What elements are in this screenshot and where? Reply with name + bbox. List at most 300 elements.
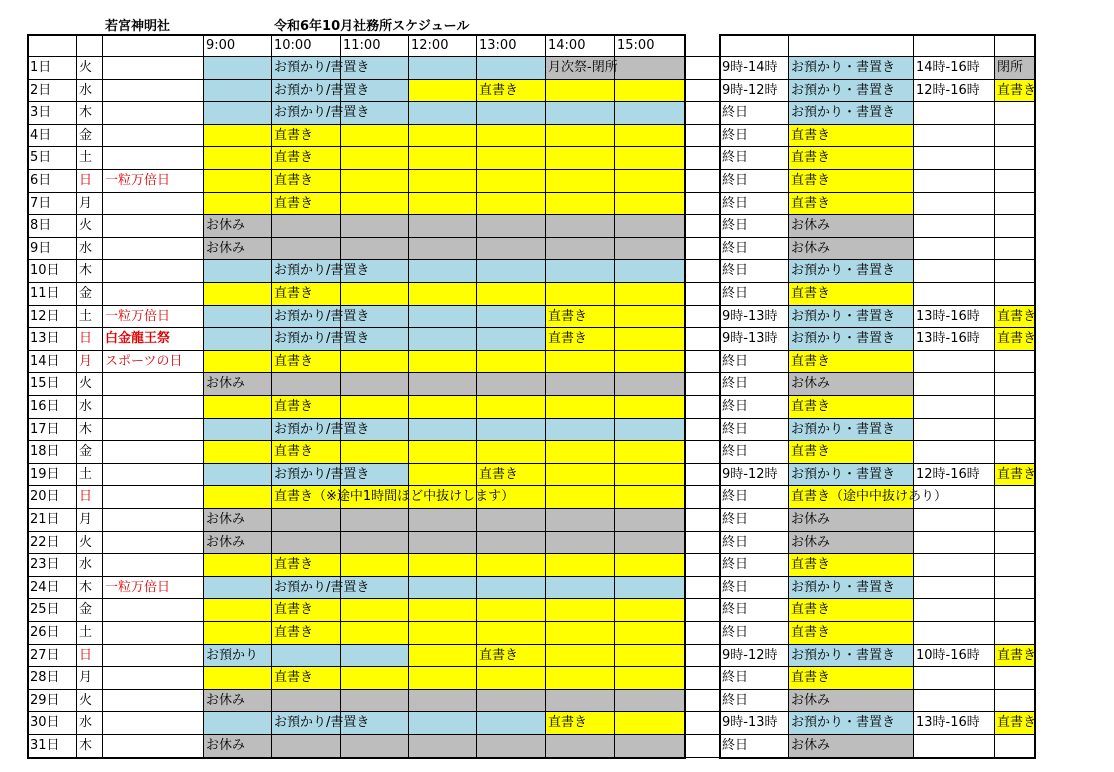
time-slot xyxy=(409,509,477,532)
time-slot xyxy=(477,577,546,600)
time-slot xyxy=(615,170,685,193)
weekday-cell: 月 xyxy=(77,667,103,690)
time-slot xyxy=(409,554,477,577)
time-slot xyxy=(615,554,685,577)
time-slot xyxy=(341,215,409,238)
slot-label: 直書き xyxy=(274,557,314,573)
summary-status-2: 直書き xyxy=(995,80,1035,103)
time-slot xyxy=(341,373,409,396)
time-slot xyxy=(477,599,546,622)
weekday-cell: 金 xyxy=(77,125,103,148)
time-slot xyxy=(546,441,615,464)
time-slot xyxy=(615,599,685,622)
weekday-cell: 日 xyxy=(77,645,103,668)
summary-status-1: お休み xyxy=(789,238,914,261)
time-slot xyxy=(615,486,685,509)
time-slot xyxy=(546,599,615,622)
event-cell xyxy=(103,102,204,125)
time-header: 12:00 xyxy=(409,35,477,57)
time-slot xyxy=(546,532,615,555)
event-cell xyxy=(103,464,204,487)
spacer-cell xyxy=(685,80,720,103)
summary-time-1: 終日 xyxy=(720,396,789,419)
time-slot xyxy=(477,215,546,238)
time-slot xyxy=(204,193,272,216)
time-slot xyxy=(477,170,546,193)
time-slot xyxy=(615,57,685,80)
summary-time-1: 終日 xyxy=(720,102,789,125)
weekday-cell: 月 xyxy=(77,351,103,374)
time-slot xyxy=(477,532,546,555)
slot-label: 直書き xyxy=(548,331,588,347)
time-slot xyxy=(477,735,546,758)
summary-status-1: お休み xyxy=(789,532,914,555)
spacer-cell xyxy=(685,486,720,509)
summary-status-1: 直書き xyxy=(789,396,914,419)
summary-status-2 xyxy=(995,396,1035,419)
spacer-cell xyxy=(685,554,720,577)
weekday-cell: 日 xyxy=(77,170,103,193)
spacer-cell xyxy=(685,622,720,645)
weekday-cell: 日 xyxy=(77,486,103,509)
summary-status-2 xyxy=(995,283,1035,306)
slot-label: お預かり/書置き xyxy=(274,331,370,347)
summary-status-1: お預かり・書置き xyxy=(789,57,914,80)
time-slot xyxy=(409,532,477,555)
summary-time-2: 13時-16時 xyxy=(914,712,995,735)
summary-time-1: 終日 xyxy=(720,170,789,193)
time-slot xyxy=(546,667,615,690)
slot-label: お休み xyxy=(206,512,246,527)
time-slot xyxy=(477,306,546,329)
summary-time-2 xyxy=(914,599,995,622)
weekday-cell: 木 xyxy=(77,419,103,442)
time-slot xyxy=(615,215,685,238)
weekday-cell: 火 xyxy=(77,690,103,713)
event-cell xyxy=(103,238,204,261)
time-slot xyxy=(546,419,615,442)
summary-status-1: お預かり・書置き xyxy=(789,306,914,329)
spacer-cell xyxy=(685,238,720,261)
summary-status-2 xyxy=(995,667,1035,690)
slot-label: 直書き xyxy=(274,195,314,211)
summary-time-1: 終日 xyxy=(720,351,789,374)
summary-time-1: 9時-12時 xyxy=(720,464,789,487)
time-slot xyxy=(204,102,272,125)
time-slot xyxy=(409,57,477,80)
day-cell: 20日 xyxy=(28,486,77,509)
spacer-cell xyxy=(685,735,720,758)
summary-time-1: 終日 xyxy=(720,283,789,306)
time-slot xyxy=(546,373,615,396)
summary-status-2: 直書き xyxy=(995,645,1035,668)
time-slot xyxy=(409,102,477,125)
day-cell: 24日 xyxy=(28,577,77,600)
time-slot xyxy=(204,486,272,509)
event-cell xyxy=(103,554,204,577)
summary-status-1: お休み xyxy=(789,735,914,758)
time-header: 15:00 xyxy=(615,35,685,57)
slot-label: お預かり/書置き xyxy=(274,105,370,121)
time-slot xyxy=(341,441,409,464)
event-cell xyxy=(103,486,204,509)
header-cell xyxy=(685,35,720,57)
summary-time-1: 終日 xyxy=(720,193,789,216)
summary-time-2: 14時-16時 xyxy=(914,57,995,80)
summary-time-2 xyxy=(914,509,995,532)
time-slot xyxy=(615,645,685,668)
time-slot xyxy=(615,351,685,374)
time-slot xyxy=(409,667,477,690)
header-cell xyxy=(789,35,914,57)
weekday-cell: 木 xyxy=(77,102,103,125)
time-slot xyxy=(204,712,272,735)
slot-label: 直書き xyxy=(274,286,314,301)
time-slot xyxy=(615,532,685,555)
summary-status-1: 直書き xyxy=(789,554,914,577)
time-slot xyxy=(204,328,272,351)
time-slot xyxy=(615,622,685,645)
time-slot xyxy=(477,283,546,306)
time-slot xyxy=(272,645,341,668)
summary-status-2 xyxy=(995,147,1035,170)
time-slot xyxy=(546,125,615,148)
day-cell: 19日 xyxy=(28,464,77,487)
day-cell: 16日 xyxy=(28,396,77,419)
summary-time-2 xyxy=(914,102,995,125)
weekday-cell: 土 xyxy=(77,622,103,645)
time-slot xyxy=(477,57,546,80)
weekday-cell: 火 xyxy=(77,215,103,238)
time-slot xyxy=(615,260,685,283)
weekday-cell: 木 xyxy=(77,735,103,758)
slot-label: お休み xyxy=(206,534,246,550)
spacer-cell xyxy=(685,193,720,216)
summary-time-2 xyxy=(914,125,995,148)
time-slot xyxy=(409,215,477,238)
spacer-cell xyxy=(685,396,720,419)
time-slot xyxy=(546,193,615,216)
summary-status-1: 直書き xyxy=(789,599,914,622)
time-header: 9:00 xyxy=(204,35,272,57)
spacer-cell xyxy=(685,170,720,193)
time-slot xyxy=(615,102,685,125)
spacer-cell xyxy=(685,125,720,148)
time-slot xyxy=(272,690,341,713)
day-cell: 29日 xyxy=(28,690,77,713)
day-cell: 10日 xyxy=(28,260,77,283)
summary-time-1: 終日 xyxy=(720,509,789,532)
slot-label: お預かり/書置き xyxy=(274,82,370,98)
time-slot xyxy=(477,554,546,577)
summary-time-1: 終日 xyxy=(720,599,789,622)
spacer-cell xyxy=(685,509,720,532)
time-slot xyxy=(204,147,272,170)
time-slot xyxy=(204,599,272,622)
header-cell xyxy=(103,35,204,57)
time-slot xyxy=(546,464,615,487)
time-slot xyxy=(546,102,615,125)
summary-status-1: お預かり・書置き xyxy=(789,712,914,735)
summary-status-2: 閉所 xyxy=(995,57,1035,80)
spacer-cell xyxy=(685,441,720,464)
time-slot xyxy=(409,690,477,713)
weekday-cell: 水 xyxy=(77,396,103,419)
time-slot xyxy=(615,306,685,329)
header-cell xyxy=(77,35,103,57)
time-slot xyxy=(204,170,272,193)
event-cell xyxy=(103,509,204,532)
slot-label: お預かり/書置き xyxy=(274,60,370,75)
time-slot xyxy=(272,215,341,238)
summary-time-1: 終日 xyxy=(720,690,789,713)
time-slot xyxy=(341,193,409,216)
time-slot xyxy=(546,577,615,600)
slot-label: 直書き xyxy=(548,308,588,324)
spacer-cell xyxy=(685,577,720,600)
time-slot xyxy=(204,57,272,80)
day-cell: 30日 xyxy=(28,712,77,735)
summary-time-1: 終日 xyxy=(720,260,789,283)
spacer-cell xyxy=(685,373,720,396)
time-slot xyxy=(615,464,685,487)
event-cell xyxy=(103,599,204,622)
spacer-cell xyxy=(685,532,720,555)
slot-label: 直書き xyxy=(274,353,314,369)
time-slot xyxy=(409,373,477,396)
time-slot xyxy=(615,328,685,351)
time-slot xyxy=(546,147,615,170)
day-cell: 23日 xyxy=(28,554,77,577)
slot-label: 直書き xyxy=(479,647,519,663)
summary-time-1: 終日 xyxy=(720,125,789,148)
header-cell xyxy=(914,35,995,57)
time-slot xyxy=(546,238,615,261)
summary-status-1: 直書き xyxy=(789,351,914,374)
summary-time-1: 終日 xyxy=(720,667,789,690)
weekday-cell: 火 xyxy=(77,532,103,555)
time-header: 11:00 xyxy=(341,35,409,57)
time-slot xyxy=(341,735,409,758)
spacer-cell xyxy=(685,102,720,125)
summary-time-2 xyxy=(914,147,995,170)
time-slot xyxy=(272,532,341,555)
day-cell: 14日 xyxy=(28,351,77,374)
time-slot xyxy=(341,645,409,668)
slot-label: お預かり/書置き xyxy=(274,579,370,595)
slot-label: お休み xyxy=(206,692,246,708)
time-slot xyxy=(546,735,615,758)
time-slot xyxy=(409,260,477,283)
day-cell: 5日 xyxy=(28,147,77,170)
summary-status-2 xyxy=(995,554,1035,577)
summary-time-2 xyxy=(914,735,995,758)
summary-time-1: 終日 xyxy=(720,147,789,170)
spacer-cell xyxy=(685,351,720,374)
time-slot xyxy=(409,419,477,442)
summary-status-2 xyxy=(995,532,1035,555)
document-title: 令和6年10月社務所スケジュール xyxy=(274,19,470,34)
time-slot xyxy=(477,712,546,735)
summary-time-2: 13時-16時 xyxy=(914,306,995,329)
time-slot xyxy=(204,260,272,283)
summary-time-1: 9時-13時 xyxy=(720,328,789,351)
event-cell: スポーツの日 xyxy=(103,351,204,374)
event-cell xyxy=(103,215,204,238)
time-slot xyxy=(272,373,341,396)
day-cell: 13日 xyxy=(28,328,77,351)
time-slot xyxy=(409,193,477,216)
slot-label: 直書き xyxy=(548,715,588,731)
time-slot xyxy=(546,351,615,374)
summary-time-2 xyxy=(914,193,995,216)
summary-time-2 xyxy=(914,170,995,193)
time-slot xyxy=(204,80,272,103)
day-cell: 11日 xyxy=(28,283,77,306)
summary-status-1: お預かり・書置き xyxy=(789,577,914,600)
summary-time-1: 9時-13時 xyxy=(720,712,789,735)
day-cell: 15日 xyxy=(28,373,77,396)
spacer-cell xyxy=(685,306,720,329)
time-slot xyxy=(341,283,409,306)
slot-label: 直書き xyxy=(274,670,314,686)
time-slot xyxy=(615,667,685,690)
event-cell: 一粒万倍日 xyxy=(103,577,204,600)
time-slot xyxy=(477,238,546,261)
event-cell xyxy=(103,396,204,419)
event-cell xyxy=(103,667,204,690)
shrine-name: 若宮神明社 xyxy=(105,19,171,34)
time-slot xyxy=(546,486,615,509)
time-slot xyxy=(272,509,341,532)
summary-status-1: お預かり・書置き xyxy=(789,464,914,487)
day-cell: 17日 xyxy=(28,419,77,442)
weekday-cell: 金 xyxy=(77,283,103,306)
time-slot xyxy=(477,419,546,442)
weekday-cell: 金 xyxy=(77,599,103,622)
spacer-cell xyxy=(685,464,720,487)
summary-time-1: 終日 xyxy=(720,554,789,577)
time-slot xyxy=(204,622,272,645)
weekday-cell: 木 xyxy=(77,577,103,600)
event-cell xyxy=(103,193,204,216)
time-slot xyxy=(204,351,272,374)
time-slot xyxy=(615,419,685,442)
time-slot xyxy=(546,283,615,306)
time-slot xyxy=(477,125,546,148)
weekday-cell: 木 xyxy=(77,260,103,283)
time-slot xyxy=(477,193,546,216)
summary-status-1: お休み xyxy=(789,509,914,532)
time-slot xyxy=(204,554,272,577)
time-slot xyxy=(341,509,409,532)
weekday-cell: 水 xyxy=(77,80,103,103)
time-slot xyxy=(546,509,615,532)
summary-time-1: 終日 xyxy=(720,238,789,261)
event-cell xyxy=(103,645,204,668)
event-cell xyxy=(103,532,204,555)
time-slot xyxy=(615,735,685,758)
event-cell xyxy=(103,283,204,306)
time-slot xyxy=(409,283,477,306)
summary-time-2 xyxy=(914,396,995,419)
time-slot xyxy=(615,80,685,103)
event-cell xyxy=(103,373,204,396)
slot-label: 直書き（※途中1時間ほど中抜けします） xyxy=(274,489,515,505)
summary-status-2: 直書き xyxy=(995,306,1035,329)
summary-time-1: 9時-12時 xyxy=(720,645,789,668)
time-header: 10:00 xyxy=(272,35,341,57)
time-slot xyxy=(204,667,272,690)
time-slot xyxy=(409,328,477,351)
time-slot xyxy=(341,554,409,577)
day-cell: 18日 xyxy=(28,441,77,464)
summary-status-1: お休み xyxy=(789,215,914,238)
summary-time-2 xyxy=(914,577,995,600)
time-slot xyxy=(546,260,615,283)
summary-status-2: 直書き xyxy=(995,464,1035,487)
time-slot xyxy=(477,373,546,396)
summary-time-1: 終日 xyxy=(720,735,789,758)
time-slot xyxy=(341,351,409,374)
time-slot xyxy=(409,147,477,170)
summary-status-1: 直書き xyxy=(789,125,914,148)
time-slot xyxy=(409,80,477,103)
time-slot xyxy=(477,328,546,351)
summary-status-2 xyxy=(995,509,1035,532)
summary-status-1: お休み xyxy=(789,373,914,396)
summary-status-1: お休み xyxy=(789,690,914,713)
event-cell xyxy=(103,419,204,442)
summary-time-2 xyxy=(914,373,995,396)
event-cell xyxy=(103,147,204,170)
event-cell xyxy=(103,80,204,103)
time-header: 13:00 xyxy=(477,35,546,57)
summary-time-1: 終日 xyxy=(720,622,789,645)
time-slot xyxy=(546,622,615,645)
time-slot xyxy=(341,125,409,148)
summary-time-1: 終日 xyxy=(720,441,789,464)
time-slot xyxy=(409,396,477,419)
summary-status-2 xyxy=(995,735,1035,758)
summary-status-2 xyxy=(995,238,1035,261)
time-slot xyxy=(615,712,685,735)
slot-label: お休み xyxy=(206,376,246,392)
time-slot xyxy=(477,690,546,713)
summary-status-2 xyxy=(995,373,1035,396)
summary-status-1: 直書き xyxy=(789,147,914,170)
slot-label: 直書き xyxy=(479,466,519,482)
slot-label: お預かり/書置き xyxy=(274,421,370,437)
summary-time-2: 13時-16時 xyxy=(914,328,995,351)
summary-time-1: 終日 xyxy=(720,215,789,238)
weekday-cell: 土 xyxy=(77,464,103,487)
summary-status-2 xyxy=(995,260,1035,283)
weekday-cell: 日 xyxy=(77,328,103,351)
summary-time-2 xyxy=(914,215,995,238)
weekday-cell: 月 xyxy=(77,193,103,216)
time-slot xyxy=(409,622,477,645)
summary-time-2 xyxy=(914,238,995,261)
slot-label: 直書き xyxy=(274,399,314,414)
event-cell xyxy=(103,441,204,464)
summary-status-1: 直書き xyxy=(789,441,914,464)
summary-time-1: 9時-14時 xyxy=(720,57,789,80)
time-slot xyxy=(477,351,546,374)
slot-label: お休み xyxy=(206,240,246,256)
time-slot xyxy=(409,170,477,193)
header-cell xyxy=(720,35,789,57)
